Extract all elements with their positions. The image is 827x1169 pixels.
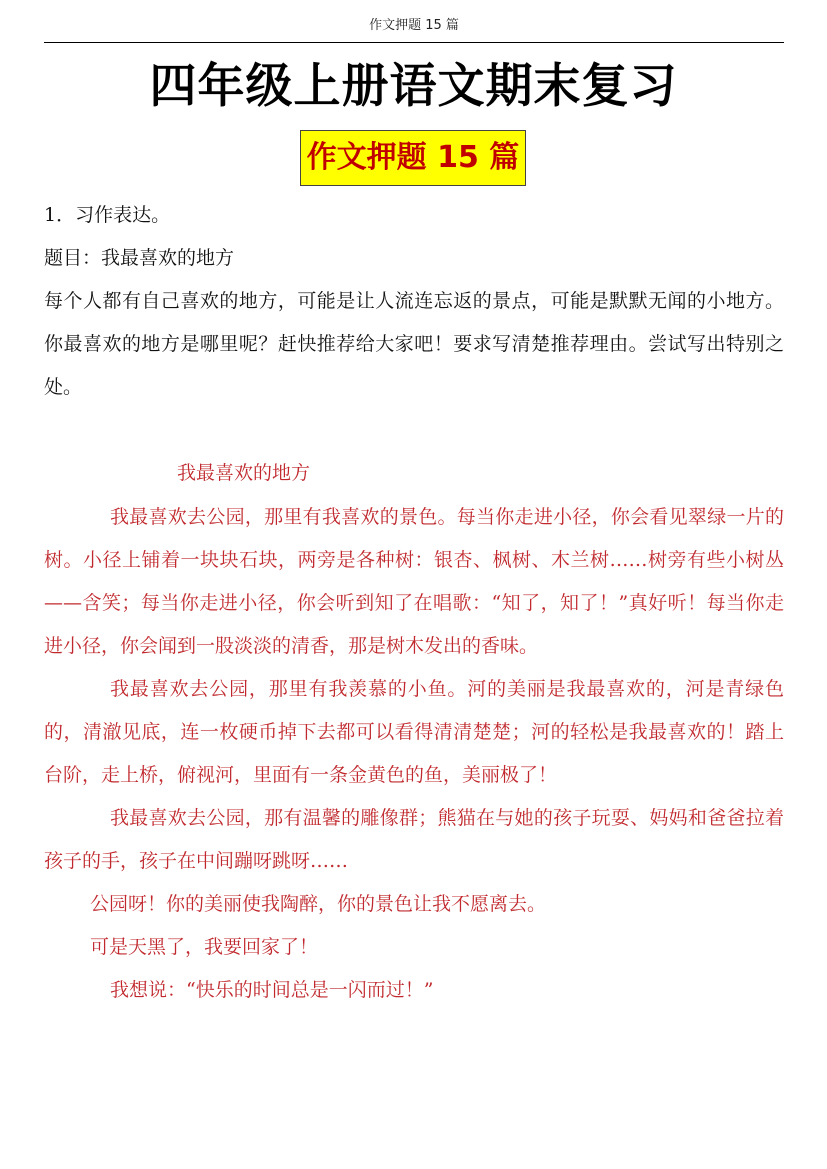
essay-paragraph: 我最喜欢去公园，那有温馨的雕像群；熊猫在与她的孩子玩耍、妈妈和爸爸拉着孩子的手，孩子在中间蹦呀跳呀…… [44, 807, 784, 872]
essay-paragraph: 公园呀！你的美丽使我陶醉，你的景色让我不愿离去。 [90, 893, 547, 915]
essay-body [44, 496, 784, 1012]
page-header [44, 14, 784, 43]
essay-paragraph: 我想说：“快乐的时间总是一闪而过！” [110, 979, 434, 1001]
essay-paragraph: 可是天黑了，我要回家了！ [90, 936, 319, 958]
task-prompt: 每个人都有自己喜欢的地方，可能是让人流连忘返的景点，可能是默默无闻的小地方。你最喜欢的地方是哪里呢？赶快推荐给大家吧！要求写清楚推荐理由。尝试写出特别之处。 [44, 290, 784, 398]
task-topic: 题目：我最喜欢的地方 [44, 247, 235, 269]
essay-paragraph: 我最喜欢去公园，那里有我羡慕的小鱼。河的美丽是我最喜欢的，河是青绿色的，清澈见底，连一枚硬币掉下去都可以看得清清楚楚；河的轻松是我最喜欢的！踏上台阶，走上桥，俯视河，里面有一条金黄色的鱼，美丽极了！ [44, 678, 784, 786]
essay-title: 我最喜欢的地方 [177, 462, 311, 484]
header-text: 作文押题 15 篇 [369, 18, 459, 33]
page-title: 四年级上册语文期末复习 [149, 59, 678, 114]
subtitle-banner: 作文押题 15 篇 [300, 130, 526, 186]
task-section [44, 194, 784, 409]
task-number: 1．习作表达。 [44, 204, 171, 226]
essay-paragraph: 我最喜欢去公园，那里有我喜欢的景色。每当你走进小径，你会看见翠绿一片的树。小径上铺着一块块石块，两旁是各种树：银杏、枫树、木兰树……树旁有些小树丛——含笑；每当你走进小径，你会听到知了在唱歌：“知了，知了！”真好听！每当你走进小径，你会闻到一股淡淡的清香，那是树木发出的香味。 [44, 506, 784, 657]
